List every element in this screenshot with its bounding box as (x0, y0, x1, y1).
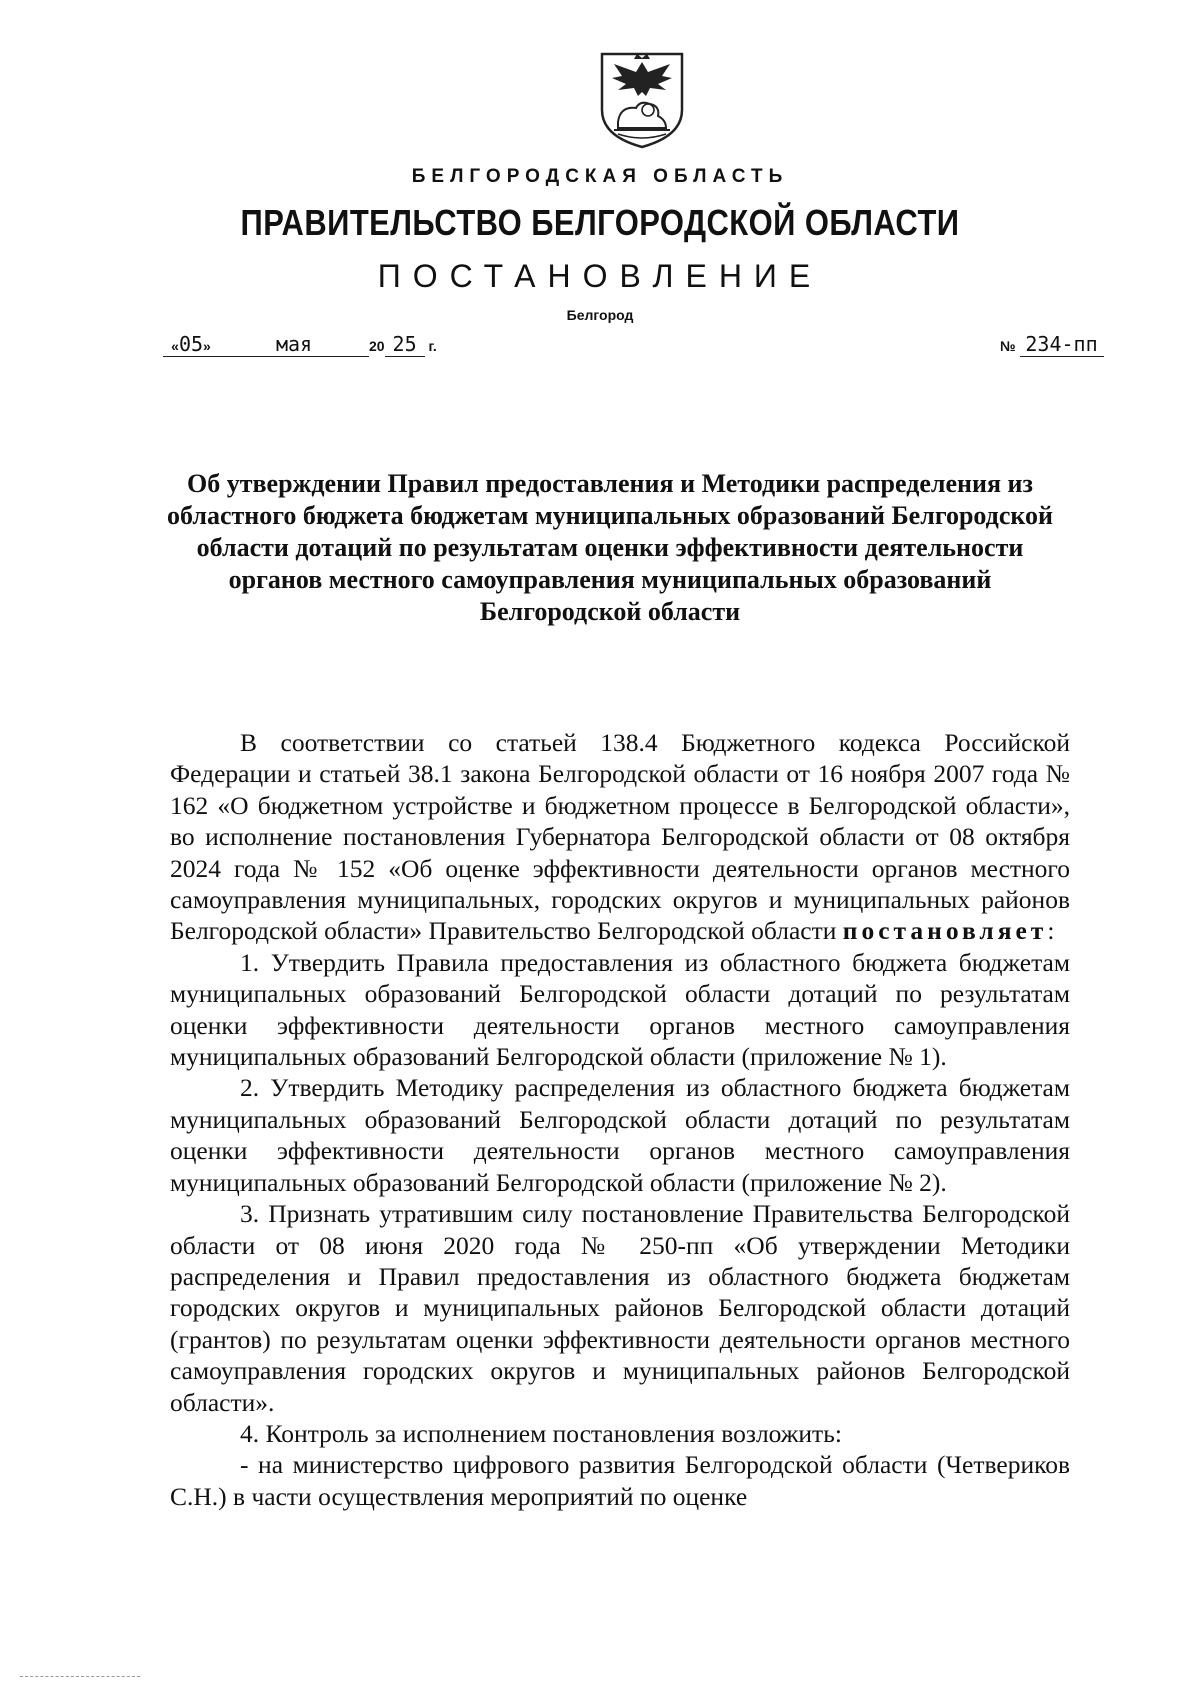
region-name: БЕЛГОРОДСКАЯ ОБЛАСТЬ (411, 166, 789, 187)
number-label: № (1000, 338, 1016, 354)
item-4-sub-1: - на министерство цифрового развития Белгородской области (Четвериков С.Н.) в части осуществления мероприятий по оценке (170, 1450, 1070, 1511)
item-2: 2. Утвердить Методику распределения из областного бюджета бюджетам муниципальных образований Белгородской области дотаций по результатам оценки эффективности деятельности органов местного самоуправления муниципальных образований Белгородской области (приложение № 2). (170, 1073, 1070, 1197)
number-value: 234-пп (1020, 332, 1104, 357)
page-edge-mark (20, 1676, 140, 1677)
date-year-mark: г. (428, 338, 437, 354)
document-title: Об утверждении Правил предоставления и Методики распределения из областного бюджета бюджетам муниципальных образований Белгородской области дотаций по результатам оценки эффективности деятельности органов местного самоуправления муниципальных образований Белгородской области (167, 469, 1053, 626)
date-year: 25 (385, 332, 425, 357)
item-1: 1. Утвердить Правила предоставления из областного бюджета бюджетам муниципальных образований Белгородской области дотаций по результатам оценки эффективности деятельности органов местного самоуправления муниципальных образований Белгородской области (приложение № 1). (170, 947, 1070, 1072)
government-title: ПРАВИТЕЛЬСТВО БЕЛГОРОДСКОЙ ОБЛАСТИ (240, 202, 960, 243)
date-year-prefix: 20 (369, 338, 385, 354)
item-3: 3. Признать утратившим силу постановление Правительства Белгородской области от 08 июня 2020 года № 250-пп «Об утверждении Методики распределения и Правил предоставления из областного бюджета бюджетам городских округов и муниципальных районов Белгородской области дотаций (грантов) по результатам оценки эффективности деятельности органов местного самоуправления городских округов и муниципальных районов Белгородской области». (170, 1199, 1070, 1417)
resolves-word: постановляет (842, 916, 1048, 946)
document-type: ПОСТАНОВЛЕНИЕ (377, 258, 823, 294)
date-open-quote: « (171, 338, 179, 354)
coat-of-arms-icon (596, 50, 688, 150)
item-4: 4. Контроль за исполнением постановления возложить: (240, 1418, 842, 1448)
date-month: мая (219, 332, 369, 357)
resolves-colon: : (1047, 916, 1055, 946)
document-body (170, 727, 1070, 1512)
date-day-value: 05 (178, 332, 204, 356)
document-number (1000, 332, 1104, 357)
date-day (163, 332, 219, 357)
document-date (163, 332, 437, 357)
preamble-paragraph (170, 727, 1070, 947)
date-close-quote: » (203, 338, 211, 354)
preamble-text: В соответствии со статьей 138.4 Бюджетного кодекса Российской Федерации и статьей 38.1 закона Белгородской области от 16 ноября 2007 года № 162 «О бюджетном устройстве и бюджетном процессе в Белгородской области», во исполнение постановления Губернатора Белгородской области от 08 октября 2024 года № 152 «Об оценке эффективности деятельности органов местного самоуправления муниципальных, городских округов и муниципальных районов Белгородской области» Правительство Белгородской области (170, 728, 1070, 946)
issue-city: Белгород (566, 307, 634, 323)
